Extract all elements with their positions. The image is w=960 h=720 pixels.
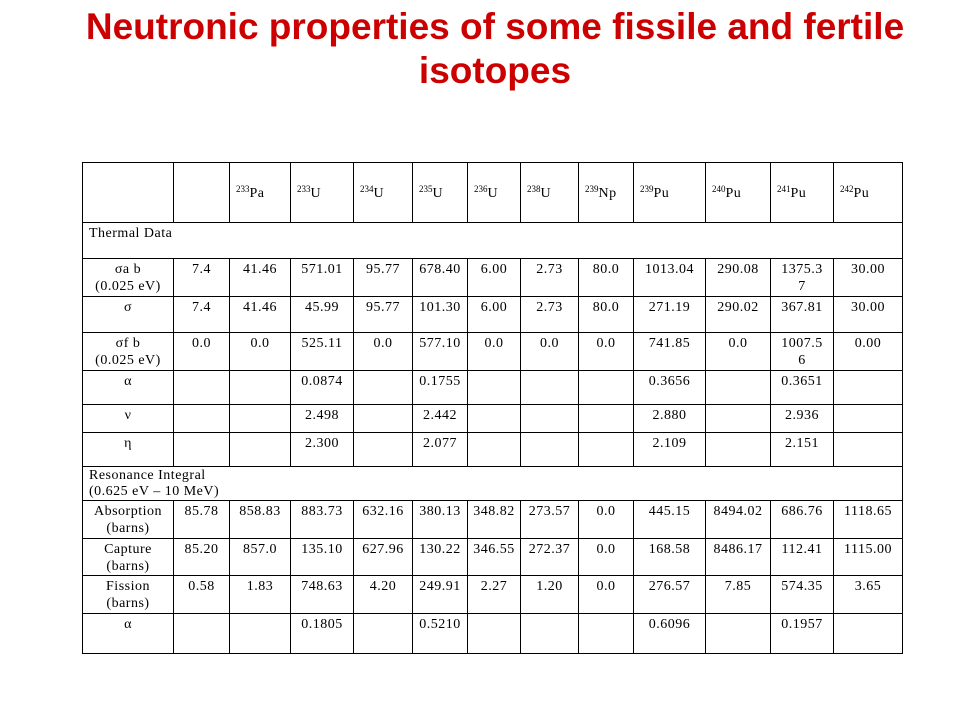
empty-cell xyxy=(174,614,230,654)
element-symbol: Pu xyxy=(790,186,807,201)
value-cell: 45.99 xyxy=(291,297,354,333)
row-label-line: Capture xyxy=(104,542,152,557)
isotope-header xyxy=(771,163,834,223)
value-cell: 686.76 xyxy=(771,501,834,539)
row-label xyxy=(83,501,174,539)
value-cell: 271.19 xyxy=(634,297,706,333)
row-absorption xyxy=(83,501,903,539)
value-cell: 2.442 xyxy=(413,405,468,433)
value-cell: 290.08 xyxy=(706,259,771,297)
value-cell: 2.27 xyxy=(468,576,521,614)
value-cell: 130.22 xyxy=(413,539,468,576)
value-cell: 80.0 xyxy=(579,297,634,333)
isotope-header xyxy=(634,163,706,223)
value-cell: 346.55 xyxy=(468,539,521,576)
resonance-integral-heading xyxy=(83,467,903,501)
value-cell: 273.57 xyxy=(521,501,579,539)
row-label-line: σa b xyxy=(114,262,142,277)
value-cell: 3.65 xyxy=(834,576,903,614)
value-cell: 0.1957 xyxy=(771,614,834,654)
mass-number: 241 xyxy=(777,184,791,194)
empty-cell xyxy=(230,405,291,433)
value-cell: 41.46 xyxy=(230,297,291,333)
value-cell: 0.0 xyxy=(706,333,771,371)
isotope-header xyxy=(354,163,413,223)
value-cell: 380.13 xyxy=(413,501,468,539)
value-cell: 0.58 xyxy=(174,576,230,614)
empty-cell xyxy=(468,371,521,405)
empty-cell xyxy=(354,405,413,433)
row-nu xyxy=(83,405,903,433)
value-cell: 30.00 xyxy=(834,297,903,333)
value-cell: 249.91 xyxy=(413,576,468,614)
empty-cell xyxy=(834,405,903,433)
value-cell: 0.0 xyxy=(521,333,579,371)
value-cell: 0.0 xyxy=(230,333,291,371)
row-label-line: (0.025 eV) xyxy=(95,353,161,368)
value-cell: 0.0 xyxy=(579,501,634,539)
element-symbol: U xyxy=(487,186,499,201)
empty-cell xyxy=(834,614,903,654)
isotope-header xyxy=(521,163,579,223)
empty-cell xyxy=(521,371,579,405)
value-cell: 95.77 xyxy=(354,297,413,333)
value-cell: 0.00 xyxy=(834,333,903,371)
empty-cell xyxy=(579,371,634,405)
value-cell: 7.4 xyxy=(174,297,230,333)
element-symbol: Pu xyxy=(853,186,870,201)
value-cell: 348.82 xyxy=(468,501,521,539)
row-label xyxy=(83,405,174,433)
value-cell xyxy=(771,333,834,371)
value-cell: 30.00 xyxy=(834,259,903,297)
value-cell: 857.0 xyxy=(230,539,291,576)
element-symbol: Pa xyxy=(249,186,265,201)
value-cell: 525.11 xyxy=(291,333,354,371)
empty-cell xyxy=(174,433,230,467)
value-cell: 0.0 xyxy=(579,539,634,576)
mass-number: 233 xyxy=(236,184,250,194)
element-symbol: U xyxy=(432,186,444,201)
value-cell: 574.35 xyxy=(771,576,834,614)
row-label xyxy=(83,259,174,297)
value-cell: 272.37 xyxy=(521,539,579,576)
row-label xyxy=(83,371,174,405)
value-cell: 0.3651 xyxy=(771,371,834,405)
element-symbol: U xyxy=(540,186,552,201)
mass-number: 236 xyxy=(474,184,488,194)
row-label-line: σf b xyxy=(115,336,141,351)
row-label-line: ν xyxy=(124,408,132,423)
value-cell: 1118.65 xyxy=(834,501,903,539)
empty-cell xyxy=(834,371,903,405)
value-cell: 101.30 xyxy=(413,297,468,333)
row-label xyxy=(83,614,174,654)
value-cell: 276.57 xyxy=(634,576,706,614)
value-cell: 85.20 xyxy=(174,539,230,576)
value-cell: 0.0 xyxy=(468,333,521,371)
mass-number: 238 xyxy=(527,184,541,194)
value-cell: 0.0 xyxy=(579,576,634,614)
value-cell: 445.15 xyxy=(634,501,706,539)
isotope-header xyxy=(291,163,354,223)
value-cell: 2.300 xyxy=(291,433,354,467)
value-cell: 7.4 xyxy=(174,259,230,297)
value-cell: 741.85 xyxy=(634,333,706,371)
header-blank-cell xyxy=(174,163,230,223)
value-cell: 112.41 xyxy=(771,539,834,576)
value-cell: 95.77 xyxy=(354,259,413,297)
resonance-integral-row xyxy=(83,467,903,501)
value-cell: 367.81 xyxy=(771,297,834,333)
empty-cell xyxy=(834,433,903,467)
header-corner-cell xyxy=(83,163,174,223)
value-cell: 1.83 xyxy=(230,576,291,614)
row-alpha-thermal xyxy=(83,371,903,405)
empty-cell xyxy=(579,405,634,433)
row-sigma-f xyxy=(83,333,903,371)
row-label-line: α xyxy=(124,617,132,632)
isotope-header xyxy=(468,163,521,223)
empty-cell xyxy=(468,405,521,433)
value-cell: 41.46 xyxy=(230,259,291,297)
value-cell: 4.20 xyxy=(354,576,413,614)
value-cell: 858.83 xyxy=(230,501,291,539)
row-label xyxy=(83,333,174,371)
empty-cell xyxy=(521,405,579,433)
empty-cell xyxy=(354,371,413,405)
element-symbol: U xyxy=(310,186,322,201)
value-cell: 2.880 xyxy=(634,405,706,433)
value-cell: 2.498 xyxy=(291,405,354,433)
value-cell: 0.0 xyxy=(174,333,230,371)
empty-cell xyxy=(230,433,291,467)
row-label-line: (barns) xyxy=(106,559,150,574)
value-cell: 1115.00 xyxy=(834,539,903,576)
row-label-line: σ xyxy=(123,300,133,315)
row-label-line: (barns) xyxy=(106,596,150,611)
value-cell: 632.16 xyxy=(354,501,413,539)
empty-cell xyxy=(706,433,771,467)
value-cell: 290.02 xyxy=(706,297,771,333)
mass-number: 234 xyxy=(360,184,374,194)
mass-number: 233 xyxy=(297,184,311,194)
isotope-header xyxy=(230,163,291,223)
empty-cell xyxy=(230,614,291,654)
value-cell: 1013.04 xyxy=(634,259,706,297)
value-text: 1007.56 xyxy=(781,336,823,368)
row-label-line: (0.025 eV) xyxy=(95,279,161,294)
value-cell: 6.00 xyxy=(468,259,521,297)
empty-cell xyxy=(706,614,771,654)
row-capture xyxy=(83,539,903,576)
row-label-line: Absorption xyxy=(94,504,162,519)
isotope-header xyxy=(834,163,903,223)
mass-number: 240 xyxy=(712,184,726,194)
mass-number: 239 xyxy=(585,184,599,194)
value-cell: 2.077 xyxy=(413,433,468,467)
value-cell: 0.3656 xyxy=(634,371,706,405)
empty-cell xyxy=(706,405,771,433)
empty-cell xyxy=(521,433,579,467)
isotope-header xyxy=(706,163,771,223)
value-cell: 627.96 xyxy=(354,539,413,576)
value-cell: 80.0 xyxy=(579,259,634,297)
value-cell: 2.936 xyxy=(771,405,834,433)
value-cell: 135.10 xyxy=(291,539,354,576)
empty-cell xyxy=(174,405,230,433)
element-symbol: Pu xyxy=(725,186,742,201)
section-heading-line: Resonance Integral xyxy=(89,468,206,483)
value-cell: 8494.02 xyxy=(706,501,771,539)
value-cell: 6.00 xyxy=(468,297,521,333)
row-label-line: Fission xyxy=(106,579,150,594)
empty-cell xyxy=(354,433,413,467)
row-label xyxy=(83,539,174,576)
value-cell xyxy=(771,259,834,297)
mass-number: 235 xyxy=(419,184,433,194)
empty-cell xyxy=(706,371,771,405)
value-text: 1375.37 xyxy=(781,262,823,294)
value-cell: 678.40 xyxy=(413,259,468,297)
value-cell: 0.1755 xyxy=(413,371,468,405)
value-cell: 577.10 xyxy=(413,333,468,371)
empty-cell xyxy=(468,614,521,654)
value-cell: 0.0874 xyxy=(291,371,354,405)
empty-cell xyxy=(579,614,634,654)
value-cell: 0.6096 xyxy=(634,614,706,654)
row-label xyxy=(83,576,174,614)
value-cell: 1.20 xyxy=(521,576,579,614)
element-symbol: Pu xyxy=(653,186,670,201)
empty-cell xyxy=(230,371,291,405)
row-label xyxy=(83,433,174,467)
neutronic-properties-table xyxy=(82,162,903,654)
value-cell: 7.85 xyxy=(706,576,771,614)
value-cell: 883.73 xyxy=(291,501,354,539)
value-cell: 0.0 xyxy=(579,333,634,371)
row-eta xyxy=(83,433,903,467)
row-sigma xyxy=(83,297,903,333)
empty-cell xyxy=(174,371,230,405)
mass-number: 242 xyxy=(840,184,854,194)
value-cell: 8486.17 xyxy=(706,539,771,576)
row-label-line: α xyxy=(124,374,132,389)
row-sigma-a xyxy=(83,259,903,297)
header-row xyxy=(83,163,903,223)
slide-title: Neutronic properties of some fissile and fertile isotopes xyxy=(85,6,905,91)
value-cell: 571.01 xyxy=(291,259,354,297)
value-cell: 0.1805 xyxy=(291,614,354,654)
isotope-header xyxy=(413,163,468,223)
element-symbol: Np xyxy=(598,186,617,201)
empty-cell xyxy=(354,614,413,654)
row-fission xyxy=(83,576,903,614)
value-cell: 2.73 xyxy=(521,297,579,333)
row-label-line: η xyxy=(124,436,132,451)
row-alpha-resonance xyxy=(83,614,903,654)
empty-cell xyxy=(521,614,579,654)
value-cell: 0.0 xyxy=(354,333,413,371)
thermal-data-heading: Thermal Data xyxy=(83,223,903,259)
row-label xyxy=(83,297,174,333)
empty-cell xyxy=(468,433,521,467)
value-cell: 0.5210 xyxy=(413,614,468,654)
value-cell: 2.109 xyxy=(634,433,706,467)
isotope-header xyxy=(579,163,634,223)
element-symbol: U xyxy=(373,186,385,201)
section-heading-line: (0.625 eV – 10 MeV) xyxy=(89,484,220,499)
thermal-data-row xyxy=(83,223,903,259)
value-cell: 85.78 xyxy=(174,501,230,539)
empty-cell xyxy=(579,433,634,467)
value-cell: 2.151 xyxy=(771,433,834,467)
row-label-line: (barns) xyxy=(106,521,150,536)
value-cell: 2.73 xyxy=(521,259,579,297)
value-cell: 168.58 xyxy=(634,539,706,576)
mass-number: 239 xyxy=(640,184,654,194)
value-cell: 748.63 xyxy=(291,576,354,614)
